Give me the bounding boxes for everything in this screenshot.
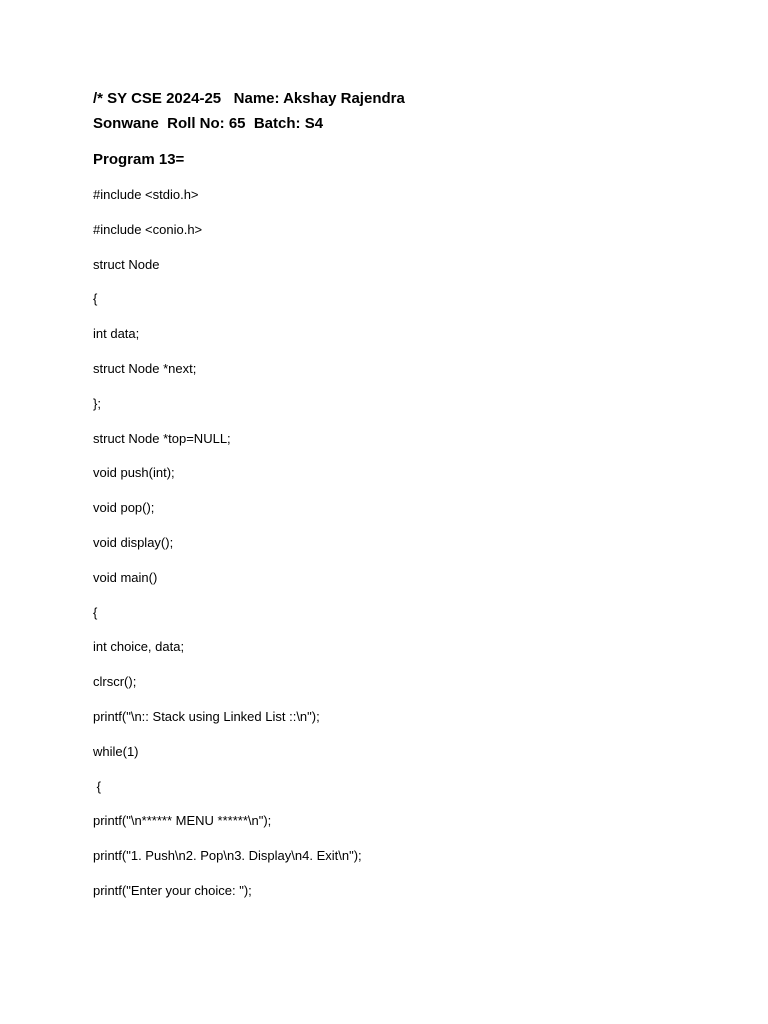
code-line: printf("Enter your choice: "); <box>93 882 252 898</box>
code-line: struct Node *top=NULL; <box>93 430 231 446</box>
code-line: #include <conio.h> <box>93 221 203 237</box>
code-line: struct Node <box>93 256 160 272</box>
code-line: int data; <box>93 326 140 342</box>
code-listing <box>93 186 693 899</box>
code-line: printf("\n****** MENU ******\n"); <box>93 813 272 829</box>
code-line: clrscr(); <box>93 674 137 690</box>
code-line: }; <box>93 395 101 411</box>
document-content <box>93 86 693 917</box>
code-line: void main() <box>93 569 158 585</box>
code-line: while(1) <box>93 743 139 759</box>
code-line: void push(int); <box>93 465 175 481</box>
code-line: { <box>93 604 98 620</box>
code-line: printf("1. Push\n2. Pop\n3. Display\n4. Exit\n"); <box>93 848 362 864</box>
header-line-2: Sonwane Roll No: 65 Batch: S4 <box>93 115 324 132</box>
code-line: void display(); <box>93 534 174 550</box>
code-line: void pop(); <box>93 500 155 516</box>
code-line: int choice, data; <box>93 639 185 655</box>
header-line-1: /* SY CSE 2024-25 Name: Akshay Rajendra <box>93 90 405 107</box>
code-line: { <box>93 291 98 307</box>
code-line: struct Node *next; <box>93 360 197 376</box>
program-title: Program 13= <box>93 151 185 168</box>
code-line: { <box>93 778 101 794</box>
code-line: printf("\n:: Stack using Linked List ::\n"); <box>93 708 320 724</box>
code-line: #include <stdio.h> <box>93 187 199 202</box>
